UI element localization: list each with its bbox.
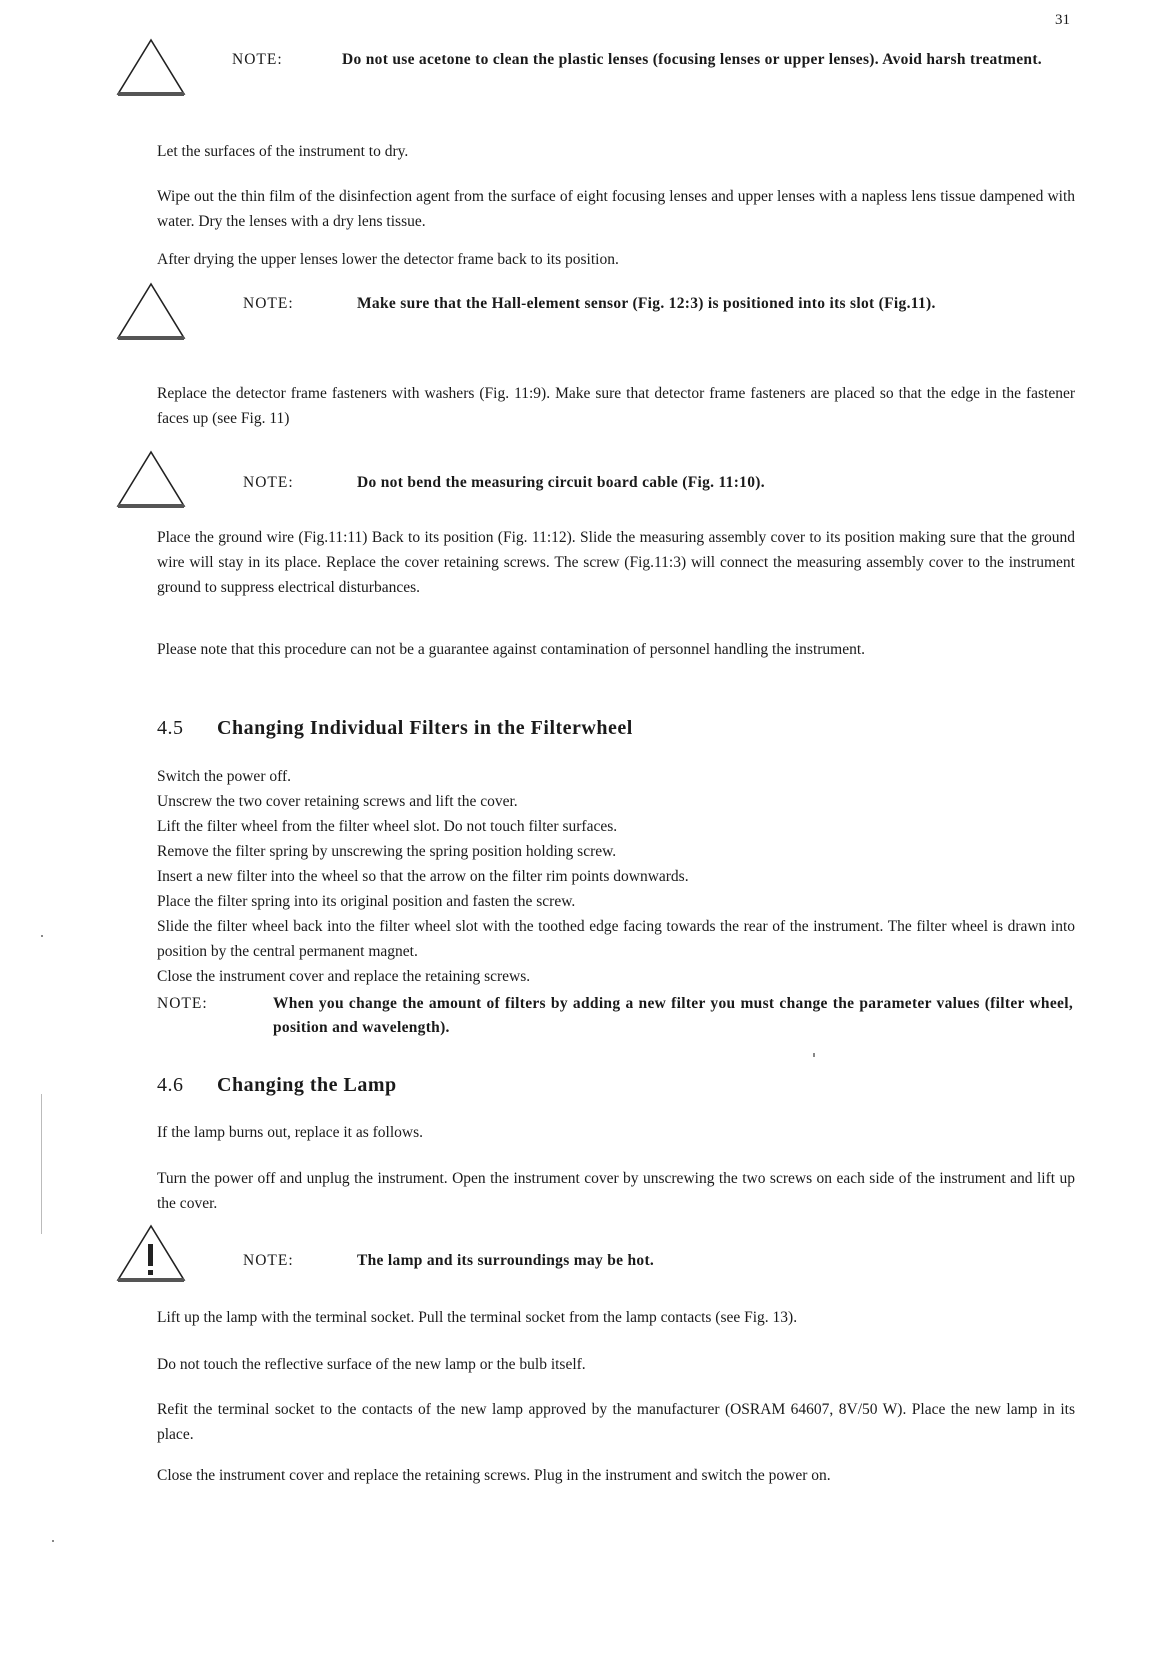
scan-speck	[41, 935, 43, 937]
warning-exclamation-icon	[114, 1222, 188, 1284]
warning-triangle-icon	[114, 448, 188, 510]
section-heading-4-5	[157, 717, 633, 740]
filter-change-steps	[157, 764, 1075, 989]
paragraph: Please note that this procedure can not be a guarantee against contamination of personnel handling the instrument.	[157, 641, 866, 658]
paragraph: Place the ground wire (Fig.11:11) Back to its position (Fig. 11:12). Slide the measuring assembly cover to its position making sure that the ground wire will stay in its place. Replace the cover retaining screws. The screw (Fig.11:3) will connect the measuring assembly cover to the instrument ground to suppress electrical disturbances.	[157, 529, 1075, 596]
warning-triangle-icon	[114, 36, 188, 98]
paragraph: Wipe out the thin film of the disinfection agent from the surface of eight focusing lenses and upper lenses with a napless lens tissue dampened with water. Dry the lenses with a dry lens tissue.	[157, 188, 1075, 230]
section-heading-4-6	[157, 1074, 397, 1097]
note-label: NOTE:	[157, 995, 208, 1012]
note-text: The lamp and its surroundings may be hot.	[357, 1252, 655, 1269]
note-label: NOTE:	[243, 1252, 294, 1269]
warning-triangle-icon	[114, 280, 188, 342]
note-text: Do not use acetone to clean the plastic lenses (focusing lenses or upper lenses). Avoid harsh treatment.	[342, 51, 1042, 68]
section-title: Changing Individual Filters in the Filterwheel	[217, 717, 633, 739]
note-label: NOTE:	[243, 295, 294, 312]
list-item: Switch the power off.	[157, 768, 292, 785]
scan-speck	[52, 1540, 54, 1542]
note-text: Make sure that the Hall-element sensor (Fig. 12:3) is positioned into its slot (Fig.11).	[357, 295, 936, 312]
list-item: Insert a new filter into the wheel so that the arrow on the filter rim points downwards.	[157, 868, 689, 885]
section-number: 4.5	[157, 717, 184, 739]
paragraph: Close the instrument cover and replace the retaining screws. Plug in the instrument and switch the power on.	[157, 1467, 831, 1484]
note-label: NOTE:	[243, 474, 294, 491]
note-label: NOTE:	[232, 51, 283, 68]
scan-speck	[813, 1053, 815, 1057]
section-number: 4.6	[157, 1074, 184, 1096]
paragraph: Refit the terminal socket to the contacts of the new lamp approved by the manufacturer (OSRAM 64607, 8V/50 W). Place the new lamp in its place.	[157, 1401, 1075, 1443]
list-item: Slide the filter wheel back into the filter wheel slot with the toothed edge facing towards the rear of the instrument. The filter wheel is drawn into position by the central permanent magnet.	[157, 918, 1075, 960]
list-item: Remove the filter spring by unscrewing the spring position holding screw.	[157, 843, 617, 860]
scan-speck	[41, 1094, 42, 1234]
list-item: Place the filter spring into its original position and fasten the screw.	[157, 893, 576, 910]
list-item: Unscrew the two cover retaining screws and lift the cover.	[157, 793, 518, 810]
paragraph: Replace the detector frame fasteners with washers (Fig. 11:9). Make sure that detector frame fasteners are placed so that the edge in the fastener faces up (see Fig. 11)	[157, 385, 1075, 427]
paragraph: If the lamp burns out, replace it as follows.	[157, 1124, 424, 1141]
note-text: When you change the amount of filters by adding a new filter you must change the parameter values (filter wheel, position and wavelength).	[273, 995, 1073, 1036]
paragraph: Lift up the lamp with the terminal socket. Pull the terminal socket from the lamp contacts (see Fig. 13).	[157, 1309, 798, 1326]
note-text: Do not bend the measuring circuit board cable (Fig. 11:10).	[357, 474, 765, 491]
paragraph: After drying the upper lenses lower the detector frame back to its position.	[157, 251, 619, 268]
paragraph: Let the surfaces of the instrument to dry.	[157, 143, 409, 160]
paragraph: Turn the power off and unplug the instrument. Open the instrument cover by unscrewing the two screws on each side of the instrument and lift up the cover.	[157, 1170, 1075, 1212]
list-item: Lift the filter wheel from the filter wheel slot. Do not touch filter surfaces.	[157, 818, 618, 835]
list-item: Close the instrument cover and replace the retaining screws.	[157, 968, 531, 985]
section-title: Changing the Lamp	[217, 1074, 397, 1096]
paragraph: Do not touch the reflective surface of the new lamp or the bulb itself.	[157, 1356, 586, 1373]
page-number: 31	[1055, 12, 1070, 28]
